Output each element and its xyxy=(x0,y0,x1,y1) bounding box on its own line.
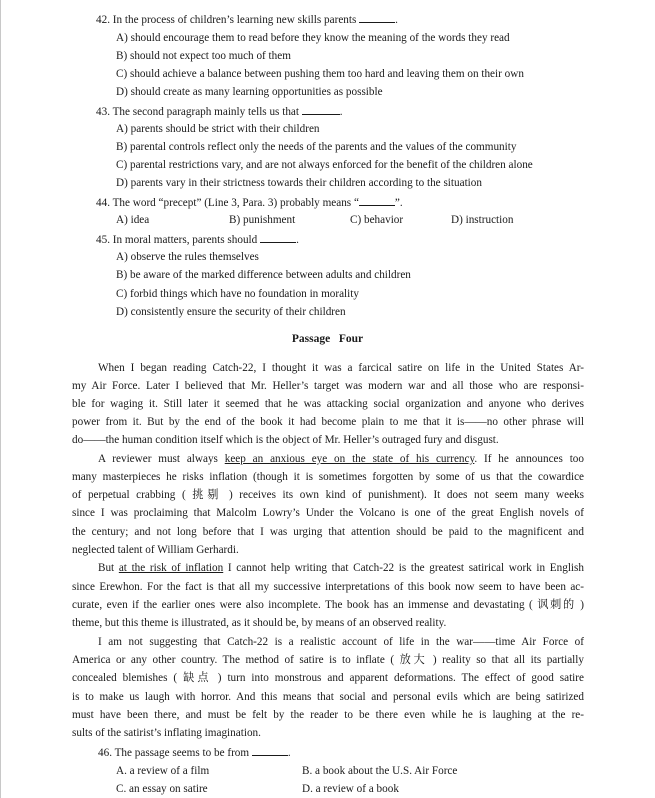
q45-option-a: A) observe the rules themselves xyxy=(116,251,259,263)
question-45-stem: 45. In moral matters, parents should xyxy=(96,234,258,246)
para4-line-3: concealed blemishes ( 缺点 ) turn into monstrous and apparent deformations. The effect of good satire xyxy=(72,672,584,684)
q42-option-c: C) should achieve a balance between pushing them too hard and leaving them on their own xyxy=(116,68,524,80)
para3-line-4: theme, but this theme is illustrated, as it should be, by means of an observed reality. xyxy=(72,617,447,629)
q43-option-a: A) parents should be strict with their children xyxy=(116,123,320,135)
question-46-stem: 46. The passage seems to be from xyxy=(98,747,250,759)
question-44-stem: 44. The word “precept” (Line 3, Para. 3) probably means “ xyxy=(96,197,359,209)
answer-blank xyxy=(359,12,395,23)
q44-option-a: A) idea xyxy=(116,214,150,226)
para1-line-5: do——the human condition itself which is the object of Mr. Heller’s outraged fury and disgust. xyxy=(72,434,499,446)
q44-option-b: B) punishment xyxy=(229,214,296,226)
para2-line-5: the century; and not long before that I was urging that attention should be paid to the magnificent and xyxy=(72,526,584,538)
question-43-stem: 43. The second paragraph mainly tells us that xyxy=(96,106,299,118)
para4-line-4: is to make us laugh with horror. And this means that social and personal evils which are being satirized xyxy=(72,691,584,703)
para4-line-6: sults of the satirist’s inflating imagination. xyxy=(72,727,261,739)
q44-option-d: D) instruction xyxy=(451,214,514,226)
passage-title: Passage Four xyxy=(291,333,364,345)
para1-line-3: ble for waging it. Still later it seemed that he was attacking social organization and anyone who derives xyxy=(72,398,584,410)
q46-option-d: D. a review of a book xyxy=(302,783,399,795)
question-42-stem: 42. In the process of children’s learning new skills parents xyxy=(96,14,357,26)
para2-line-3: of perpetual crabbing ( 挑剔 ) receives its own kind of punishment). It does not seem many weeks xyxy=(72,489,584,501)
para2-text: . If he announces too xyxy=(474,453,584,465)
para4-line-1: I am not suggesting that Catch-22 is a realistic account of life in the war——time Air Force of xyxy=(98,636,584,648)
q46-option-b: B. a book about the U.S. Air Force xyxy=(302,765,458,777)
para3-line-2: since Erewhon. For the fact is that all my successive interpretations of this book now seem to have been ac- xyxy=(72,581,584,593)
answer-blank xyxy=(252,745,288,756)
para1-line-4: power from it. But by the end of the book it had become plain to me that it is——no other phrase will xyxy=(72,416,584,428)
para2-text: A reviewer must always xyxy=(98,453,225,465)
question-45-end: . xyxy=(296,234,299,246)
para1-line-1: When I began reading Catch-22, I thought it was a farcical satire on life in the United States Ar- xyxy=(98,362,584,374)
q44-option-c: C) behavior xyxy=(350,214,404,226)
question-43-end: . xyxy=(339,106,343,118)
para2-line-4: since I was proclaiming that Malcolm Lowry’s Under the Volcano is one of the great English novels of xyxy=(72,507,584,519)
question-45 xyxy=(96,232,299,247)
question-42-end: . xyxy=(395,14,398,26)
q43-option-c: C) parental restrictions vary, and are not always enforced for the benefit of the children alone xyxy=(116,159,533,171)
underlined-phrase: at the risk of inflation xyxy=(118,562,224,574)
para2-line-1 xyxy=(98,452,584,466)
para3-line-1 xyxy=(98,561,584,575)
answer-blank xyxy=(359,195,395,206)
q45-option-d: D) consistently ensure the security of their children xyxy=(116,306,346,318)
q43-option-d: D) parents vary in their strictness towards their children according to the situation xyxy=(116,177,482,189)
question-46-end: . xyxy=(287,747,291,759)
q42-option-a: A) should encourage them to read before they know the meaning of the words they read xyxy=(116,32,510,44)
question-44-end: ”. xyxy=(394,197,403,209)
q45-option-c: C) forbid things which have no foundation in morality xyxy=(116,288,359,300)
q45-option-b: B) be aware of the marked difference between adults and children xyxy=(116,269,411,281)
para3-text: But xyxy=(98,562,119,574)
para4-line-5: must have been there, and must be felt by the reader to be there even while he is laughing at the re- xyxy=(72,709,584,721)
para3-text: I cannot help writing that Catch-22 is the greatest satirical work in English xyxy=(223,562,584,574)
question-44 xyxy=(96,195,403,210)
para2-line-6: neglected talent of William Gerhardi. xyxy=(72,544,239,556)
q46-option-a: A. a review of a film xyxy=(116,765,210,777)
para3-line-3: curate, even if the earlier ones were also incomplete. The book has an immense and devastating ( 讽刺的 ) xyxy=(72,599,584,611)
question-43 xyxy=(96,104,343,119)
question-42 xyxy=(96,12,398,27)
para1-line-2: my Air Force. Later I believed that Mr. Heller’s target was modern war and all those who are responsi- xyxy=(72,380,584,392)
q43-option-b: B) parental controls reflect only the needs of the parents and the values of the community xyxy=(116,141,517,153)
para2-line-2: many masterpieces he risks inflation (though it is sometimes forgotten by some of us that the cowardice xyxy=(72,471,584,483)
underlined-phrase: keep an anxious eye on the state of his currency xyxy=(224,453,475,465)
q42-option-d: D) should create as many learning opportunities as possible xyxy=(116,86,383,98)
q46-option-c: C. an essay on satire xyxy=(116,783,208,795)
question-46 xyxy=(98,745,291,760)
para4-line-2: America or any other country. The method of satire is to inflate ( 放大 ) reality so that all its partially xyxy=(72,654,584,666)
answer-blank xyxy=(260,232,296,243)
q42-option-b: B) should not expect too much of them xyxy=(116,50,291,62)
answer-blank xyxy=(302,104,340,115)
